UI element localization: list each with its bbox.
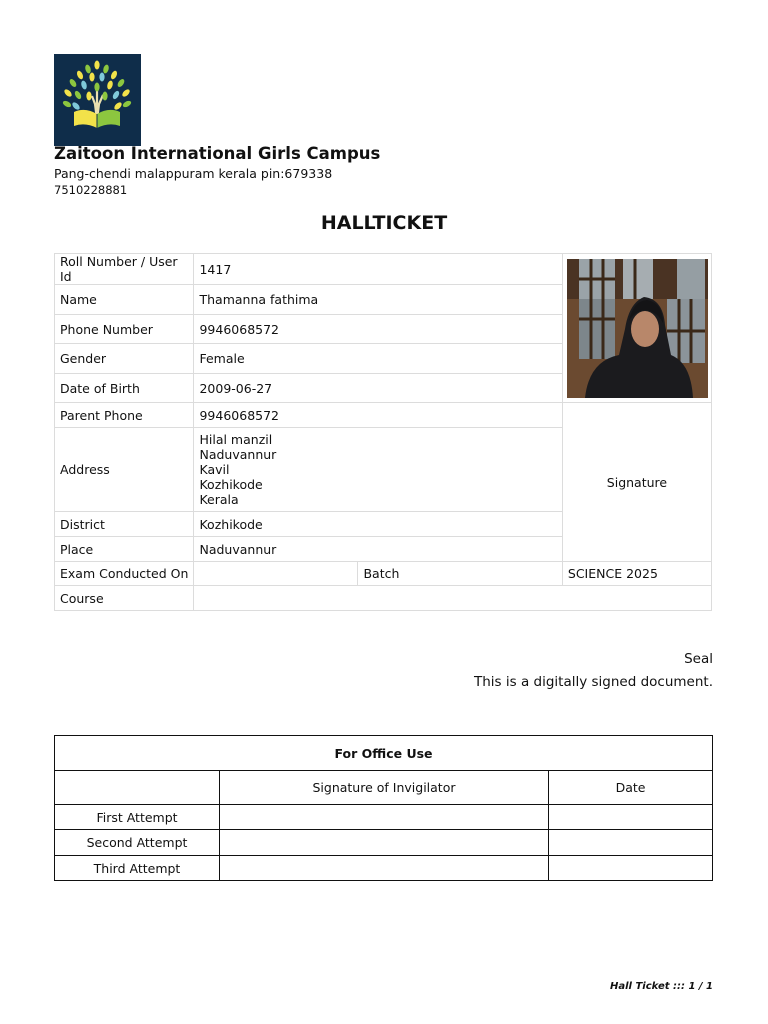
name-label: Name [55, 285, 194, 315]
candidate-details-table [54, 253, 712, 611]
address-line: Kozhikode [199, 477, 263, 492]
office-header-blank [55, 771, 220, 805]
address-line: Kavil [199, 462, 230, 477]
course-value [194, 586, 712, 611]
table-row [55, 830, 713, 856]
digital-signature-note: This is a digitally signed document. [474, 674, 713, 690]
attempt-label: Second Attempt [55, 830, 220, 856]
district-label: District [55, 512, 194, 537]
office-use-title: For Office Use [55, 736, 713, 771]
office-header-date: Date [549, 771, 713, 805]
roll-number-value: 1417 [194, 254, 562, 285]
institution-address: Pang-chendi malappuram kerala pin:679338 [54, 166, 333, 181]
parent-phone-value: 9946068572 [194, 403, 562, 428]
signature-box: Signature [562, 403, 711, 562]
phone-label: Phone Number [55, 315, 194, 344]
parent-phone-label: Parent Phone [55, 403, 194, 428]
attempt-date-cell [549, 856, 713, 881]
address-line: Hilal manzil [199, 432, 273, 447]
office-use-table [54, 735, 713, 881]
office-use-header-row [55, 771, 713, 805]
attempt-date-cell [549, 805, 713, 830]
photo-cell [562, 254, 711, 403]
gender-value: Female [194, 344, 562, 374]
dob-value: 2009-06-27 [194, 374, 562, 403]
address-line: Kerala [199, 492, 239, 507]
exam-conducted-label: Exam Conducted On [55, 562, 194, 586]
place-value: Naduvannur [194, 537, 562, 562]
address-value [194, 428, 562, 512]
batch-label: Batch [358, 562, 562, 586]
course-row [55, 586, 712, 611]
institution-logo [54, 54, 141, 146]
page-title: HALLTICKET [320, 212, 448, 234]
office-header-signature: Signature of Invigilator [220, 771, 549, 805]
exam-conducted-value [194, 562, 358, 586]
district-value: Kozhikode [194, 512, 562, 537]
address-line: Naduvannur [199, 447, 277, 462]
course-label: Course [55, 586, 194, 611]
dob-label: Date of Birth [55, 374, 194, 403]
table-row [55, 805, 713, 830]
institution-phone: 7510228881 [54, 183, 128, 197]
student-photo [567, 259, 708, 398]
invigilator-signature-cell [220, 805, 549, 830]
batch-value: SCIENCE 2025 [562, 562, 711, 586]
parent-phone-row [55, 403, 712, 428]
attempt-label: First Attempt [55, 805, 220, 830]
name-value: Thamanna fathima [194, 285, 562, 315]
gender-label: Gender [55, 344, 194, 374]
seal-label: Seal [684, 651, 713, 667]
address-label: Address [55, 428, 194, 512]
invigilator-signature-cell [220, 830, 549, 856]
roll-number-label: Roll Number / User Id [55, 254, 194, 285]
phone-value: 9946068572 [194, 315, 562, 344]
invigilator-signature-cell [220, 856, 549, 881]
attempt-label: Third Attempt [55, 856, 220, 881]
place-label: Place [55, 537, 194, 562]
roll-number-row [55, 254, 712, 285]
table-row [55, 856, 713, 881]
office-use-title-row [55, 736, 713, 771]
attempt-date-cell [549, 830, 713, 856]
page-footer: Hall Ticket ::: 1 / 1 [610, 981, 713, 992]
exam-row [55, 562, 712, 586]
institution-name: Zaitoon International Girls Campus [54, 144, 381, 163]
